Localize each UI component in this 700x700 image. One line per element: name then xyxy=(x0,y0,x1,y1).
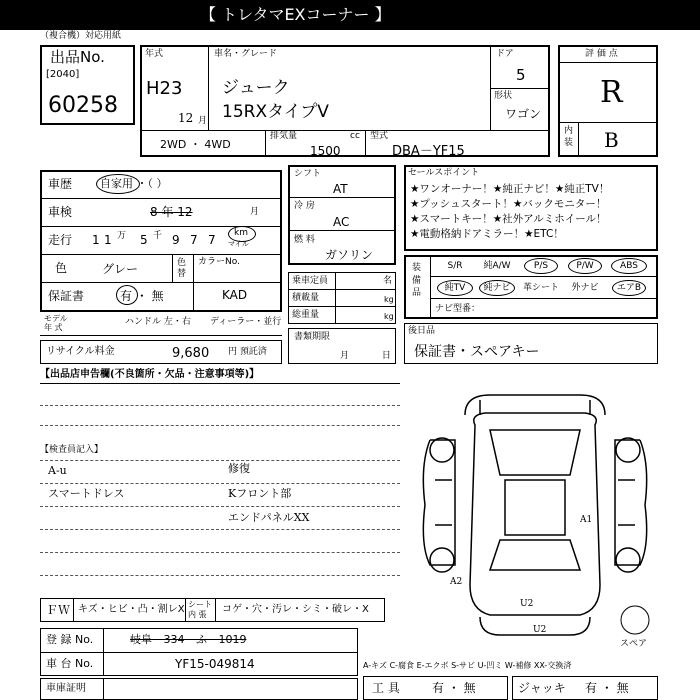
load-label: 積載量 xyxy=(292,293,320,303)
equip-abs: ABS xyxy=(620,261,638,271)
top-note: （複合機）対応用紙 xyxy=(40,31,122,41)
model-label: 型式 xyxy=(370,131,389,141)
mileage-unit-km: km xyxy=(234,228,248,238)
inspector-note: エンドパネルXX xyxy=(228,511,310,524)
inspection-label: 車検 xyxy=(48,205,73,219)
navi-model-label: ナビ型番： xyxy=(435,304,481,314)
damage-legend: A-キズ C-腐食 E-エクボ S-サビ U-凹ミ W-補修 XX-交換済 xyxy=(363,661,572,670)
displacement-value: 1500 xyxy=(310,144,341,158)
warranty-circle xyxy=(116,285,138,305)
circle-pw xyxy=(568,258,602,274)
fuel-label: 燃 料 xyxy=(294,235,315,245)
fuel-value: ガソリン xyxy=(325,248,374,262)
car-damage-diagram xyxy=(410,385,660,645)
lot-number: 60258 xyxy=(48,93,118,118)
weight-unit: kg xyxy=(384,312,394,321)
mileage-label: 走行 xyxy=(48,233,73,247)
shape-label: 形状 xyxy=(494,91,513,101)
jack-options: 有 ・ 無 xyxy=(585,681,629,695)
mileage-digit: 5 xyxy=(140,233,148,247)
reg-label: 登 録 No. xyxy=(46,633,94,646)
garage-cert-box xyxy=(40,678,358,700)
sales-point-line: ★スマートキー！★社外アルミホイール！ xyxy=(410,213,607,225)
sales-point-line: ★プッシュスタート！★バックモニター！ xyxy=(410,198,607,210)
car-grade: 15RXタイプV xyxy=(222,102,329,122)
damage-mark: U2 xyxy=(520,599,534,609)
mileage-digit: 7 xyxy=(208,233,216,247)
tools-label: 工 具 xyxy=(372,681,400,695)
circle-ps xyxy=(524,258,558,274)
after-items-label: 後日品 xyxy=(408,326,436,336)
displacement-label: 排気量 xyxy=(270,131,298,141)
model-value: DBA－YF15 xyxy=(392,144,465,159)
circle-navi xyxy=(479,280,515,296)
fw-label: ＦＷ xyxy=(46,603,71,617)
inspector-note: 修復 xyxy=(228,462,250,475)
reg-value: 岐阜 334 ふ 1019 xyxy=(130,633,247,646)
equip-power-windows: P/W xyxy=(576,261,594,271)
displacement-unit: cc xyxy=(350,131,360,141)
month-value: 12 xyxy=(178,111,194,125)
lot-code: [2040] xyxy=(46,69,80,80)
inspector-note: Kフロント部 xyxy=(228,487,292,500)
warranty-options: 有 ・ 無 xyxy=(120,289,164,303)
name-label: 車名・グレード xyxy=(214,49,278,59)
cert-label: 車庫証明 xyxy=(46,683,86,694)
ac-value: AC xyxy=(333,215,350,229)
mileage-digit: 9 xyxy=(172,233,180,247)
recycle-unit: 円 預託済 xyxy=(228,347,267,357)
lot-label: 出品No. xyxy=(50,48,105,66)
drive-options: 2WD ・ 4WD xyxy=(160,138,231,151)
recycle-label: リサイクル料金 xyxy=(46,346,115,357)
equip-alloy-wheels: 純A/W xyxy=(483,261,511,271)
sales-points-label: セールスポイント xyxy=(408,168,480,178)
rating-score: R xyxy=(600,75,623,110)
doors-label: ドア xyxy=(496,49,514,59)
chassis-label: 車 台 No. xyxy=(46,657,94,670)
mileage-unit-mile: マイル xyxy=(228,240,249,248)
jack-label: ジャッキ xyxy=(518,681,566,695)
mileage-unit-sen: 千 xyxy=(153,231,163,241)
seat-label: シート 内 張 xyxy=(188,600,212,619)
damage-mark: A1 xyxy=(580,515,593,525)
seller-notes-label: 【出品店申告欄(不良箇所・欠品・注意事項等)】 xyxy=(40,369,260,380)
car-name: ジューク xyxy=(222,78,290,98)
rating-label: 評 価 点 xyxy=(585,49,618,59)
equip-leather: 革シート xyxy=(522,283,559,293)
chassis-value: YF15-049814 xyxy=(175,657,255,671)
capacity-unit: 名 xyxy=(383,276,393,286)
inspector-note: スマートドレス xyxy=(48,487,125,500)
mileage-digit: 1 xyxy=(92,233,100,247)
shift-value: AT xyxy=(333,182,348,196)
sales-point-line: ★電動格納ドアミラー！★ETC！ xyxy=(410,228,564,240)
mileage-unit-man: 万 xyxy=(117,231,127,241)
tools-options: 有 ・ 無 xyxy=(432,681,476,695)
handle-option: ハンドル 左・右 xyxy=(125,317,191,327)
equip-airbag: エアB xyxy=(616,283,642,293)
month-unit: 月 xyxy=(198,116,208,126)
circle-abs xyxy=(611,258,647,274)
equip-ext-navi: 外ナビ xyxy=(571,283,599,293)
interior-score: B xyxy=(604,128,619,152)
km-circle xyxy=(228,226,256,242)
inspector-note: A-u xyxy=(48,464,67,477)
weight-label: 総重量 xyxy=(292,310,320,320)
capacity-label: 乗車定員 xyxy=(292,276,329,286)
damage-mark: U2 xyxy=(533,625,547,635)
equipment-label: 装 備 品 xyxy=(412,263,422,299)
equip-power-steering: P/S xyxy=(533,261,549,271)
color-label: 色 xyxy=(55,261,68,275)
spare-label: スペア xyxy=(620,639,648,649)
recycle-value: 9,680 xyxy=(172,346,210,361)
load-unit: kg xyxy=(384,295,394,304)
model-year-label: モデル 年 式 xyxy=(44,314,68,332)
equip-sunroof: S/R xyxy=(447,261,463,271)
inspection-unit: 月 xyxy=(250,207,260,217)
expiry-unit: 月 日 xyxy=(340,351,391,361)
ac-label: 冷 房 xyxy=(294,201,315,211)
seat-text: コゲ・穴・汚レ・シミ・破レ・X xyxy=(222,604,369,615)
expiry-label: 書類期限 xyxy=(294,332,331,342)
history-options: 自家用 ・（ ） xyxy=(100,177,168,190)
doors-value: 5 xyxy=(516,66,526,84)
sales-point-line: ★ワンオーナー！★純正ナビ！★純正TV！ xyxy=(410,183,610,195)
equip-tv: 純TV xyxy=(444,283,466,293)
after-items-value: 保証書・スペアキー xyxy=(414,344,540,360)
mileage-digit: 1 xyxy=(104,233,112,247)
repaint-label: 色 替 xyxy=(177,258,187,279)
dealer-option: ディーラー・並行 xyxy=(210,317,282,327)
year-value: H23 xyxy=(146,78,183,99)
color-no-value: KAD xyxy=(222,288,248,302)
damage-mark: A2 xyxy=(450,577,463,587)
warranty-label: 保証書 xyxy=(48,289,85,303)
fw-text: キズ・ヒビ・凸・割レX xyxy=(78,604,185,615)
inspector-label: 【検査員記入】 xyxy=(40,445,104,455)
year-label: 年式 xyxy=(145,49,164,59)
circle-tv xyxy=(437,280,473,296)
color-no-label: カラーNo. xyxy=(198,257,240,267)
equip-navi: 純ナビ xyxy=(483,283,511,293)
interior-label: 内 装 xyxy=(564,126,574,148)
shape-value: ワゴン xyxy=(505,107,542,121)
circle-airbag xyxy=(612,280,646,296)
history-circle xyxy=(96,174,140,194)
banner-title: 【 トレタマEXコーナー 】 xyxy=(200,5,391,24)
color-value: グレー xyxy=(102,262,139,276)
inspection-value: 8 年 12 xyxy=(150,205,193,219)
mileage-digit: 7 xyxy=(190,233,198,247)
shift-label: シフト xyxy=(294,169,322,179)
history-label: 車歴 xyxy=(48,177,73,191)
